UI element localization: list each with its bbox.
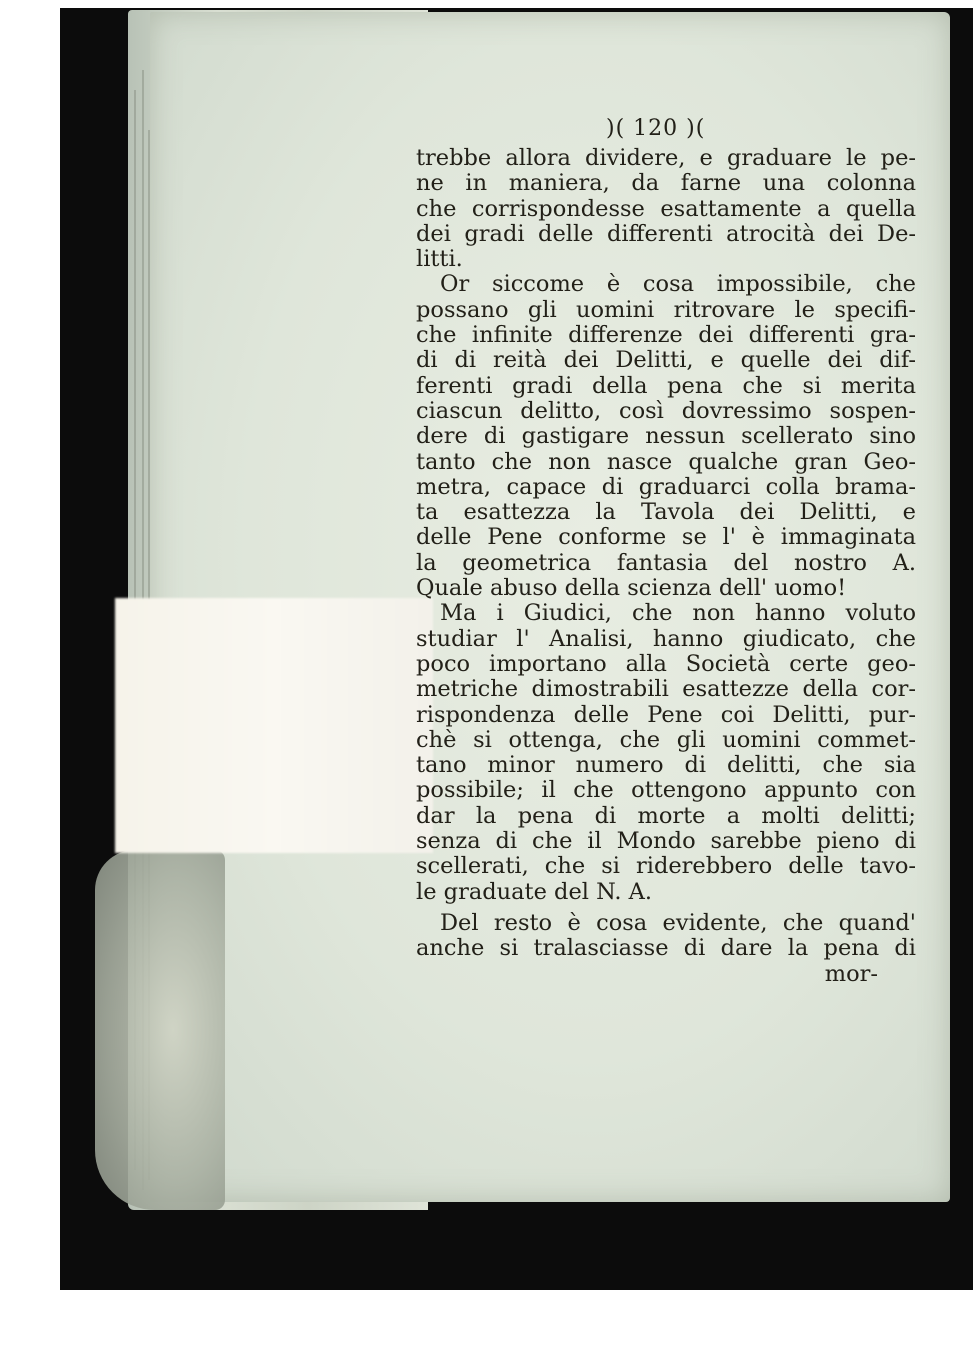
text-line: anche si tralasciasse di dare la pena di — [416, 935, 916, 962]
text-line: studiar l' Analisi, hanno giudicato, che — [416, 625, 916, 652]
text-line: ciascun delitto, così dovressimo sospen- — [416, 397, 916, 424]
text-line: chè si ottenga, che gli uomini commet- — [416, 726, 916, 753]
text-line: possano gli uomini ritrovare le specifi- — [416, 296, 916, 323]
text-line: la geometrica fantasia del nostro A. — [416, 549, 916, 576]
worn-margin — [95, 850, 225, 1210]
text-line: possibile; il che ottengono appunto con — [416, 777, 916, 804]
text-line: poco importano alla Società certe geo- — [416, 650, 916, 677]
text-line: litti. — [416, 246, 463, 273]
scanner-bleach-area — [115, 598, 433, 853]
text-line: le graduate del N. A. — [416, 878, 653, 905]
page-number-header: )( 120 )( — [606, 116, 706, 141]
text-line: dere di gastigare nessun scellerato sino — [416, 423, 916, 450]
text-line: ne in maniera, da farne una colonna — [416, 170, 916, 197]
text-line: Or siccome è cosa impossibile, che — [440, 271, 916, 298]
text-line: dei gradi delle differenti atrocità dei De- — [416, 220, 916, 247]
text-line: tano minor numero di delitti, che sia — [416, 752, 916, 779]
text-line: rispondenza delle Pene coi Delitti, pur- — [416, 701, 916, 728]
text-line: di di reità dei Delitti, e quelle dei dif- — [416, 347, 916, 374]
text-line: ferenti gradi della pena che si merita — [416, 372, 916, 399]
catchword: mor- — [824, 960, 878, 987]
text-line: ta esattezza la Tavola dei Delitti, e — [416, 499, 916, 526]
text-line: Ma i Giudici, che non hanno voluto — [440, 600, 916, 627]
text-line: dar la pena di morte a molti delitti; — [416, 802, 916, 829]
text-line: metriche dimostrabili esattezze della cor- — [416, 676, 916, 703]
text-line: Quale abuso della scienza dell' uomo! — [416, 575, 847, 602]
text-line: tanto che non nasce qualche gran Geo- — [416, 448, 916, 475]
text-line: trebbe allora dividere, e graduare le pe- — [416, 145, 916, 171]
text-line: Del resto è cosa evidente, che quand' — [440, 909, 916, 936]
page-text — [416, 116, 916, 988]
text-line: che corrispondesse esattamente a quella — [416, 195, 916, 222]
text-line: che infinite differenze dei differenti gra- — [416, 322, 916, 349]
text-line: metra, capace di graduarci colla brama- — [416, 473, 916, 500]
text-line: senza di che il Mondo sarebbe pieno di — [416, 828, 916, 855]
text-line: scellerati, che si riderebbero delle tavo- — [416, 853, 916, 880]
text-line: delle Pene conforme se l' è immaginata — [416, 524, 916, 551]
